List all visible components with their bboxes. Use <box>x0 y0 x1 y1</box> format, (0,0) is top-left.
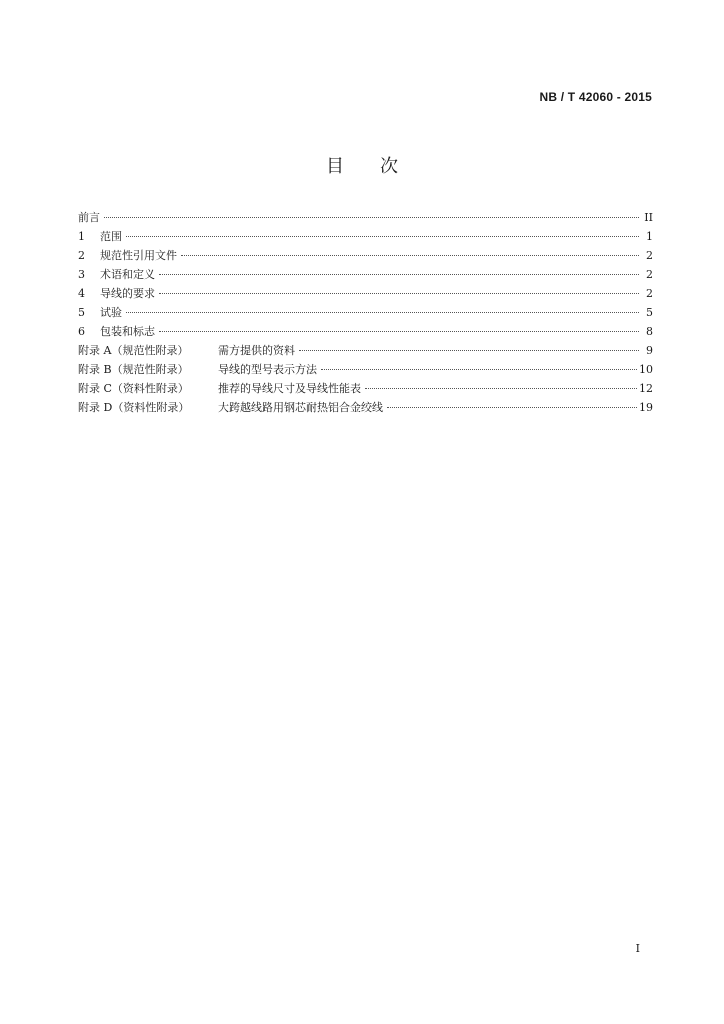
toc-entry-number: 3 <box>78 268 85 281</box>
dot-leader <box>365 388 637 389</box>
toc-entry-number: 6 <box>78 325 85 338</box>
toc-entry-page: 2 <box>646 287 653 300</box>
toc-entry-label: 范围 <box>100 230 122 243</box>
toc-entry-2[interactable] <box>78 246 653 265</box>
dot-leader <box>159 331 639 332</box>
toc-entry-number: 5 <box>78 306 85 319</box>
dot-leader <box>299 350 639 351</box>
toc-entry-appendix-c[interactable] <box>78 379 653 398</box>
toc-entry-page: 2 <box>646 249 653 262</box>
toc-entry-page: 9 <box>646 344 653 357</box>
toc-entry-appendix-a[interactable] <box>78 341 653 360</box>
toc-entry-page: 5 <box>646 306 653 319</box>
footer-page-number: I <box>635 942 640 955</box>
appendix-title: 导线的型号表示方法 <box>218 363 317 376</box>
toc-entry-page: 1 <box>646 230 653 243</box>
appendix-title: 大跨越线路用钢芯耐热铝合金绞线 <box>218 401 383 414</box>
toc-entry-label: 前言 <box>78 211 100 224</box>
toc-entry-number: 1 <box>78 230 85 243</box>
toc-entry-page: 19 <box>639 401 653 414</box>
standard-number: NB / T 42060 - 2015 <box>539 90 652 104</box>
toc-entry-label: 规范性引用文件 <box>100 249 177 262</box>
toc-entry-label: 导线的要求 <box>100 287 155 300</box>
dot-leader <box>159 293 639 294</box>
dot-leader <box>181 255 639 256</box>
toc-entry-5[interactable] <box>78 303 653 322</box>
toc-entry-6[interactable] <box>78 322 653 341</box>
appendix-label: 附录 B（规范性附录） <box>78 363 189 376</box>
toc-entry-foreword[interactable] <box>78 208 653 227</box>
toc-entry-appendix-b[interactable] <box>78 360 653 379</box>
dot-leader <box>126 236 639 237</box>
toc-entry-label: 试验 <box>100 306 122 319</box>
appendix-label: 附录 D（资料性附录） <box>78 401 190 414</box>
toc-entry-page: 10 <box>639 363 653 376</box>
appendix-title: 需方提供的资料 <box>218 344 295 357</box>
toc-entry-3[interactable] <box>78 265 653 284</box>
toc-entry-1[interactable] <box>78 227 653 246</box>
toc-entry-page: 12 <box>639 382 653 395</box>
toc-entry-number: 2 <box>78 249 85 262</box>
appendix-title: 推荐的导线尺寸及导线性能表 <box>218 382 361 395</box>
dot-leader <box>104 217 639 218</box>
dot-leader <box>387 407 637 408</box>
dot-leader <box>159 274 639 275</box>
toc-entry-4[interactable] <box>78 284 653 303</box>
page-title: 目 次 <box>326 156 398 177</box>
appendix-label: 附录 A（规范性附录） <box>78 344 189 357</box>
toc-entry-number: 4 <box>78 287 85 300</box>
toc-entry-label: 术语和定义 <box>100 268 155 281</box>
appendix-label: 附录 C（资料性附录） <box>78 382 189 395</box>
toc-entry-page: 8 <box>646 325 653 338</box>
table-of-contents <box>78 208 653 417</box>
dot-leader <box>321 369 637 370</box>
toc-entry-label: 包装和标志 <box>100 325 155 338</box>
toc-entry-page: 2 <box>646 268 653 281</box>
dot-leader <box>126 312 639 313</box>
toc-entry-page: II <box>644 211 653 224</box>
toc-entry-appendix-d[interactable] <box>78 398 653 417</box>
